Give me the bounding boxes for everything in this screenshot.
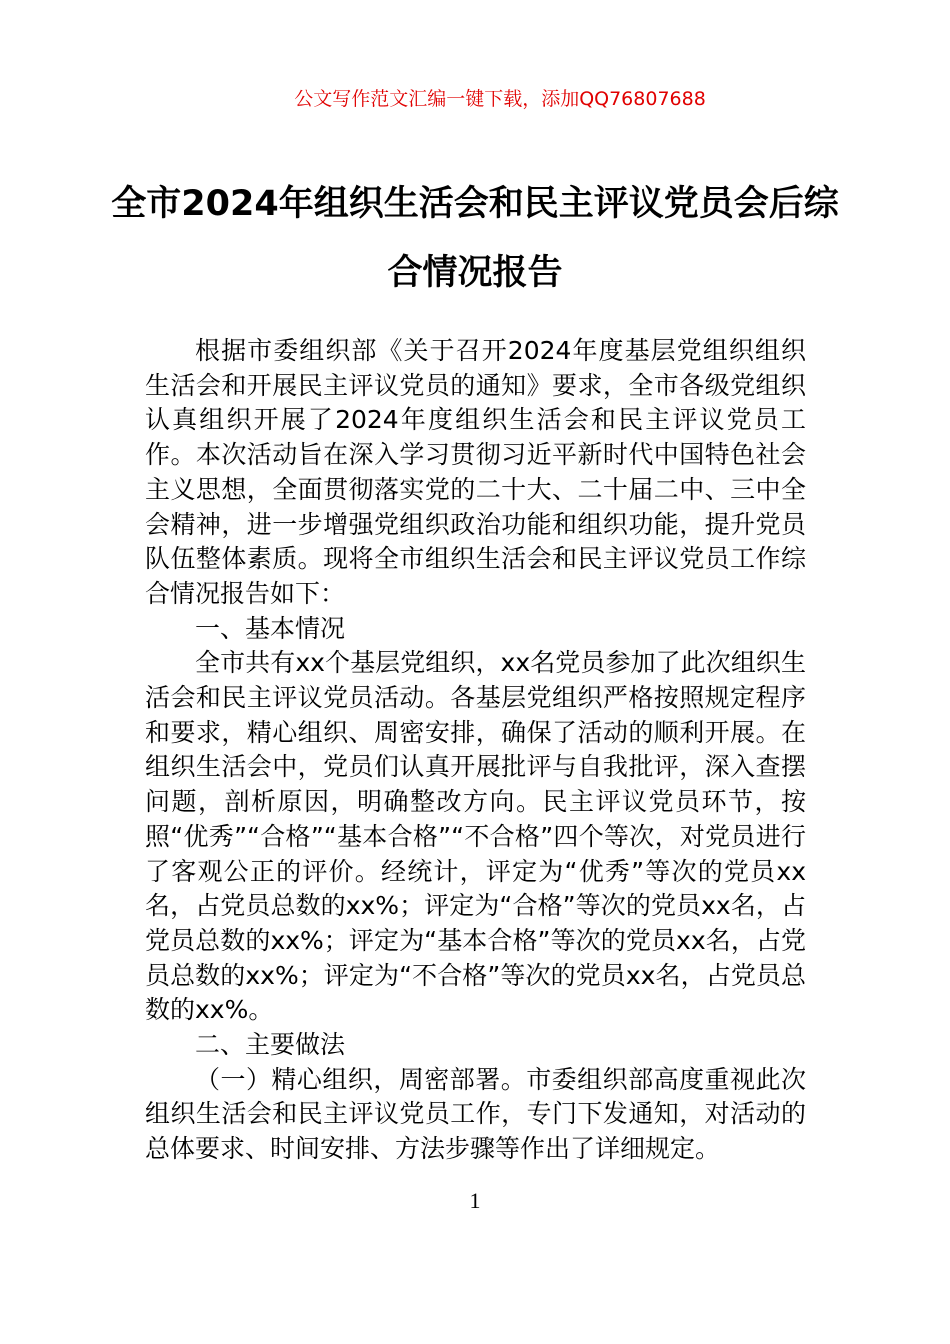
section-heading-basic: 一、基本情况	[195, 613, 346, 643]
intro-paragraph: 根据市委组织部《关于召开2024年度基层党组织组织生活会和开展民主评议党员的通知》要求，全市各级党组织认真组织开展了2024年度组织生活会和民主评议党员工作。本次活动旨在深入学习贯彻习近平新时代中国特色社会主义思想，全面贯彻落实党的二十大、二十届二中、三中全会精神，进一步增强党组织政治功能和组织功能，提升党员队伍整体素质。现将全市组织生活会和民主评议党员工作综合情况报告如下：	[145, 336, 806, 608]
methods-paragraph-1: （一）精心组织，周密部署。市委组织部高度重视此次组织生活会和民主评议党员工作，专门下发通知，对活动的总体要求、时间安排、方法步骤等作出了详细规定。	[145, 1064, 806, 1164]
section-heading-methods: 二、主要做法	[195, 1030, 346, 1060]
basic-situation-paragraph: 全市共有xx个基层党组织，xx名党员参加了此次组织生活会和民主评议党员活动。各基层党组织严格按照规定程序和要求，精心组织、周密安排，确保了活动的顺利开展。在组织生活会中，党员们认真开展批评与自我批评，深入查摆问题，剖析原因，明确整改方向。民主评议党员环节，按照“优秀”“合格”“基本合格”“不合格”四个等次，对党员进行了客观公正的评价。经统计，评定为“优秀”等次的党员xx名，占党员总数的xx%；评定为“合格”等次的党员xx名，占党员总数的xx%；评定为“基本合格”等次的党员xx名，占党员总数的xx%；评定为“不合格”等次的党员xx名，占党员总数的xx%。	[145, 648, 806, 1025]
document-body	[145, 334, 806, 1167]
page-number: 1	[469, 1188, 481, 1213]
download-notice: 公文写作范文汇编一键下载，添加QQ76807688	[294, 88, 706, 110]
document-title: 全市2024年组织生活会和民主评议党员会后综合情况报告	[111, 184, 839, 293]
